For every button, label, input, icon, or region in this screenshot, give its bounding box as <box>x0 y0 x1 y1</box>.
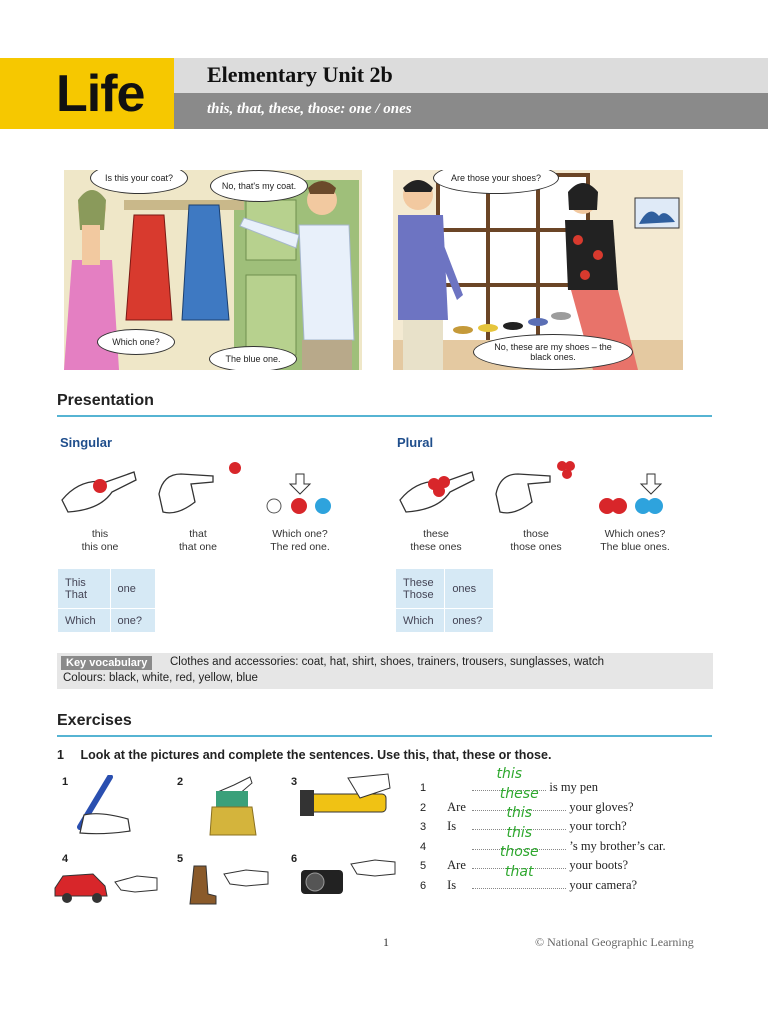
sentence-prefix: Is <box>447 877 457 892</box>
speech-bubble: Which one? <box>97 329 175 355</box>
handwritten-answer: this <box>496 766 523 782</box>
caption-line: this <box>91 528 109 540</box>
coat-scene-illustration <box>64 170 362 370</box>
exercise-instruction <box>57 748 551 762</box>
table-cell <box>58 569 111 609</box>
camera-and-pointing-hand-illustration <box>293 856 398 906</box>
hand-holding-balls-illustration <box>398 458 478 523</box>
table-cell: one <box>110 569 156 609</box>
speech-bubble: Are those your shoes? <box>433 170 559 194</box>
caption-line: those ones <box>510 540 562 553</box>
caption-which-one <box>255 528 345 553</box>
exercise-number: 1 <box>57 748 64 762</box>
sentence-suffix: your gloves? <box>569 799 634 814</box>
torch-illustration <box>298 772 393 832</box>
caption-line: that <box>189 528 207 540</box>
caption-which-ones <box>590 528 680 553</box>
sentence-number: 3 <box>420 821 427 833</box>
caption-these <box>396 528 476 553</box>
caption-line: Which ones? <box>604 528 666 540</box>
caption-line: that one <box>179 540 217 553</box>
handwritten-answer: that <box>505 863 534 880</box>
gloves-illustration <box>190 773 270 843</box>
handwritten-answer: these <box>499 785 539 802</box>
caption-line: these ones <box>410 540 462 553</box>
page-subtitle: this, that, these, those: one / ones <box>207 101 412 117</box>
table-cell-text: That <box>65 588 88 601</box>
vocabulary-clothes: Clothes and accessories: coat, hat, shirt, shoes, trainers, trousers, sunglasses, watch <box>170 656 605 668</box>
section-divider <box>57 735 712 737</box>
plural-heading: Plural <box>397 435 434 450</box>
sentence-prefix: Is <box>447 819 457 833</box>
sentence-number: 2 <box>420 801 427 814</box>
caption-that <box>158 528 238 553</box>
sentence-number: 1 <box>420 782 427 794</box>
sentence-suffix: your boots? <box>569 858 629 872</box>
table-cell-text: These <box>403 576 434 589</box>
answer-blank[interactable] <box>472 863 566 889</box>
table-cell-text: This <box>65 576 86 589</box>
caption-line: The red one. <box>270 540 330 553</box>
caption-line: Which one? <box>272 528 328 540</box>
table-cell-text: Those <box>403 588 434 601</box>
speech-bubble: No, that's my coat. <box>210 170 308 202</box>
table-cell: ones <box>445 569 494 609</box>
which-one-balls-illustration <box>265 472 335 522</box>
speech-bubble: The blue one. <box>209 346 297 370</box>
picture-number: 6 <box>291 853 298 865</box>
caption-this <box>60 528 140 553</box>
singular-heading: Singular <box>60 435 113 450</box>
picture-number: 4 <box>62 853 69 865</box>
sentence-prefix: Are <box>447 799 466 814</box>
which-ones-balls-illustration <box>598 472 673 522</box>
exercise-sentence <box>420 766 720 796</box>
hand-holding-ball-illustration <box>60 458 140 523</box>
sentence-number: 4 <box>420 840 427 853</box>
speech-bubble: Is this your coat? <box>90 170 188 194</box>
caption-those <box>496 528 576 553</box>
picture-number: 2 <box>177 776 184 788</box>
presentation-heading: Presentation <box>57 392 154 409</box>
table-cell: Which <box>396 609 445 633</box>
handwritten-answer: those <box>499 844 539 860</box>
caption-line: those <box>523 528 549 540</box>
table-cell: ones? <box>445 609 494 633</box>
shoes-scene-illustration <box>393 170 683 370</box>
pen-illustration <box>70 775 140 842</box>
table-cell: Which <box>58 609 111 633</box>
table-cell <box>396 569 445 609</box>
sentence-suffix: your camera? <box>569 877 638 892</box>
singular-grammar-table <box>57 568 156 633</box>
sentence-suffix: your torch? <box>569 819 627 833</box>
picture-number: 3 <box>291 776 298 788</box>
sentence-number: 5 <box>420 860 427 872</box>
sentence-number: 6 <box>420 879 427 892</box>
pointing-hand-illustration <box>155 458 250 525</box>
caption-line: The blue ones. <box>600 540 670 553</box>
exercise-instruction-text: Look at the pictures and complete the sentences. Use this, that, these or those. <box>80 748 552 762</box>
picture-number: 1 <box>62 776 69 788</box>
pointing-hand-illustration <box>492 458 587 525</box>
picture-number: 5 <box>177 853 184 865</box>
boots-and-pointing-hand-illustration <box>186 860 271 911</box>
plural-grammar-table <box>395 568 494 633</box>
page-number: 1 <box>383 935 389 949</box>
life-logo: Life <box>56 65 145 123</box>
exercise-sentences <box>420 766 720 893</box>
handwritten-answer: this <box>506 824 533 841</box>
sentence-suffix: is my pen <box>549 780 598 794</box>
caption-line: these <box>423 528 449 540</box>
table-cell: one? <box>110 609 156 633</box>
car-and-pointing-hand-illustration <box>53 862 163 909</box>
handwritten-answer: this <box>506 805 533 821</box>
sentence-prefix: Are <box>447 858 466 872</box>
copyright-notice: © National Geographic Learning <box>535 935 694 949</box>
speech-bubble: No, these are my shoes – the black ones. <box>473 334 633 370</box>
page-title: Elementary Unit 2b <box>207 62 393 87</box>
section-divider <box>57 415 712 417</box>
sentence-suffix: ’s my brother’s car. <box>569 838 666 853</box>
caption-line: this one <box>81 540 119 553</box>
key-vocabulary-tag: Key vocabulary <box>61 656 152 670</box>
vocabulary-colours: Colours: black, white, red, yellow, blue <box>63 672 258 684</box>
exercises-heading: Exercises <box>57 712 132 729</box>
